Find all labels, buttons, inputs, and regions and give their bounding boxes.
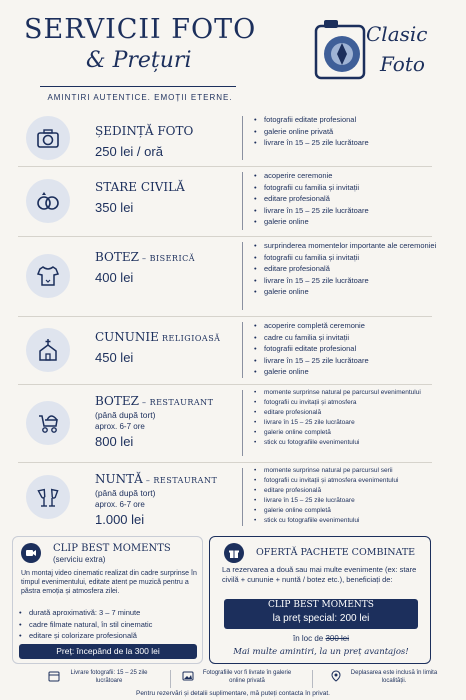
footer-travel-text: Deplasarea este inclusă în limita localității. bbox=[350, 670, 438, 684]
feature-item: • stick cu fotografiile evenimentului bbox=[254, 516, 454, 526]
clip-feature-item: • editare și colorizare profesională bbox=[19, 630, 199, 642]
feature-item: • editare profesională bbox=[254, 193, 454, 205]
feature-item: • galerie online bbox=[254, 286, 454, 298]
service-price: 350 lei bbox=[95, 200, 134, 215]
service-separator bbox=[18, 384, 432, 385]
service-name: STARE CIVILĂ bbox=[95, 180, 185, 194]
page-title: SERVICII FOTO bbox=[24, 14, 257, 45]
service-name: NUNTĂ – RESTAURANT bbox=[95, 472, 218, 486]
footer-delivery bbox=[48, 670, 158, 685]
calendar-icon bbox=[48, 670, 60, 682]
service-features bbox=[254, 388, 454, 448]
service-separator bbox=[18, 316, 432, 317]
footer-gallery-text: Fotografiile vor fi livrate în galerie online privată bbox=[202, 670, 292, 684]
clip-best-moments-box bbox=[12, 536, 203, 664]
instead-of-price bbox=[210, 634, 432, 643]
special-price-banner bbox=[224, 599, 418, 629]
service-divider bbox=[242, 390, 243, 456]
service-name: BOTEZ – RESTAURANT bbox=[95, 394, 214, 408]
rings-icon bbox=[26, 179, 70, 223]
champagne-glasses-icon bbox=[26, 475, 70, 519]
feature-item: • fotografii cu invitații și atmosfera evenimentului bbox=[254, 476, 454, 486]
footer-divider bbox=[170, 670, 171, 688]
camera-icon bbox=[26, 116, 70, 160]
service-separator bbox=[18, 236, 432, 237]
service-duration-note: (până după tort) bbox=[95, 410, 156, 420]
contact-note: Pentru rezervări și detalii suplimentare, mă puteți contacta în privat. bbox=[135, 690, 330, 697]
service-features bbox=[254, 114, 454, 149]
feature-item: • acoperire ceremonie bbox=[254, 170, 454, 182]
feature-item: • livrare în 15 – 25 zile lucrătoare bbox=[254, 418, 454, 428]
offer-description: La rezervarea a două sau mai multe evenimente (ex: stare civilă + cununie + nuntă / botez etc.), beneficiați de: bbox=[222, 565, 417, 584]
special-line2: la preț special: 200 lei bbox=[272, 613, 370, 624]
instead-prefix: în loc de bbox=[292, 634, 326, 643]
feature-item: • editare profesională bbox=[254, 486, 454, 496]
feature-item: • galerie online completă bbox=[254, 428, 454, 438]
image-icon bbox=[182, 670, 194, 682]
feature-item: • galerie online bbox=[254, 366, 454, 378]
clip-title: CLIP BEST MOMENTS bbox=[53, 543, 171, 554]
clip-price-bar: Preț: începând de la 300 lei bbox=[19, 644, 197, 659]
baby-stroller-icon bbox=[26, 401, 70, 445]
service-features bbox=[254, 320, 454, 378]
feature-item: • editare profesională bbox=[254, 263, 454, 275]
feature-item: • fotografii cu familia și invitații bbox=[254, 182, 454, 194]
service-separator bbox=[18, 166, 432, 167]
service-name: BOTEZ – BISERICĂ bbox=[95, 250, 196, 264]
service-divider bbox=[242, 116, 243, 160]
service-divider bbox=[242, 172, 243, 230]
service-price: 450 lei bbox=[95, 350, 134, 365]
offer-slogan: Mai multe amintiri, la un preț avantajos! bbox=[233, 647, 409, 657]
feature-item: • livrare în 15 – 25 zile lucrătoare bbox=[254, 205, 454, 217]
feature-item: • stick cu fotografiile evenimentului bbox=[254, 438, 454, 448]
page-subtitle: & Prețuri bbox=[86, 48, 192, 73]
old-price: 300 lei bbox=[325, 634, 350, 643]
service-price: 250 lei / oră bbox=[95, 144, 163, 159]
special-line1: CLIP BEST MOMENTS bbox=[268, 600, 374, 610]
logo-text-line2: Foto bbox=[380, 52, 425, 76]
gift-icon bbox=[224, 543, 244, 563]
video-camera-icon bbox=[21, 543, 41, 563]
clip-subtitle: (serviciu extra) bbox=[53, 555, 106, 564]
tagline: AMINTIRI AUTENTICE. EMOȚII ETERNE. bbox=[47, 93, 233, 102]
clip-description: Un montaj video cinematic realizat din cadre surprinse în timpul evenimentului, editate atent pe muzică pentru a păstra emoția și atmosfera zilei. bbox=[21, 570, 197, 595]
footer-divider bbox=[312, 670, 313, 688]
service-divider bbox=[242, 242, 243, 310]
service-features bbox=[254, 170, 454, 228]
feature-item: • momente surprinse natural pe parcursul serii bbox=[254, 466, 454, 476]
service-price: 400 lei bbox=[95, 270, 134, 285]
service-divider bbox=[242, 322, 243, 378]
feature-item: • cadre cu familia și invitații bbox=[254, 332, 454, 344]
clip-feature-item: • durată aproximativă: 3 – 7 minute bbox=[19, 607, 199, 619]
header-divider bbox=[40, 86, 236, 87]
header bbox=[0, 0, 466, 112]
service-duration-note: (până după tort) bbox=[95, 488, 156, 498]
service-divider bbox=[242, 468, 243, 526]
feature-item: • livrare în 15 – 25 zile lucrătoare bbox=[254, 496, 454, 506]
feature-item: • galerie online completă bbox=[254, 506, 454, 516]
baby-onesie-icon bbox=[26, 254, 70, 298]
footer-delivery-text: Livrare fotografii: 15 – 25 zile lucrătoare bbox=[70, 670, 148, 684]
feature-item: • fotografii cu invitații și atmosfera bbox=[254, 398, 454, 408]
service-features bbox=[254, 240, 454, 298]
feature-item: • surprinderea momentelor importante ale ceremoniei bbox=[254, 240, 454, 252]
feature-item: • momente surprinse natural pe parcursul evenimentului bbox=[254, 388, 454, 398]
logo-text-line1: Clasic bbox=[366, 22, 428, 46]
service-separator bbox=[18, 462, 432, 463]
feature-item: • livrare în 15 – 25 zile lucrătoare bbox=[254, 355, 454, 367]
service-duration: aprox. 6-7 ore bbox=[95, 422, 145, 431]
feature-item: • galerie online bbox=[254, 216, 454, 228]
clip-feature-item: • cadre filmate natural, în stil cinematic bbox=[19, 619, 199, 631]
service-duration: aprox. 6-7 ore bbox=[95, 500, 145, 509]
feature-item: • fotografii editate profesional bbox=[254, 343, 454, 355]
service-name: ȘEDINȚĂ FOTO bbox=[95, 124, 194, 138]
feature-item: • fotografii cu familia și invitații bbox=[254, 252, 454, 264]
feature-item: • fotografii editate profesional bbox=[254, 114, 454, 126]
offer-title: OFERTĂ PACHETE COMBINATE bbox=[256, 547, 416, 558]
service-name: CUNUNIE RELIGIOASĂ bbox=[95, 330, 221, 344]
feature-item: • acoperire completă ceremonie bbox=[254, 320, 454, 332]
service-price: 800 lei bbox=[95, 434, 134, 449]
location-pin-icon bbox=[330, 670, 342, 682]
service-features bbox=[254, 466, 454, 526]
service-price: 1.000 lei bbox=[95, 512, 145, 527]
feature-item: • editare profesională bbox=[254, 408, 454, 418]
combined-packages-offer-box bbox=[209, 536, 431, 664]
feature-item: • livrare în 15 – 25 zile lucrătoare bbox=[254, 275, 454, 287]
feature-item: • galerie online privată bbox=[254, 126, 454, 138]
church-icon bbox=[26, 328, 70, 372]
feature-item: • livrare în 15 – 25 zile lucrătoare bbox=[254, 137, 454, 149]
footer-travel bbox=[330, 670, 448, 685]
footer-gallery bbox=[182, 670, 298, 685]
